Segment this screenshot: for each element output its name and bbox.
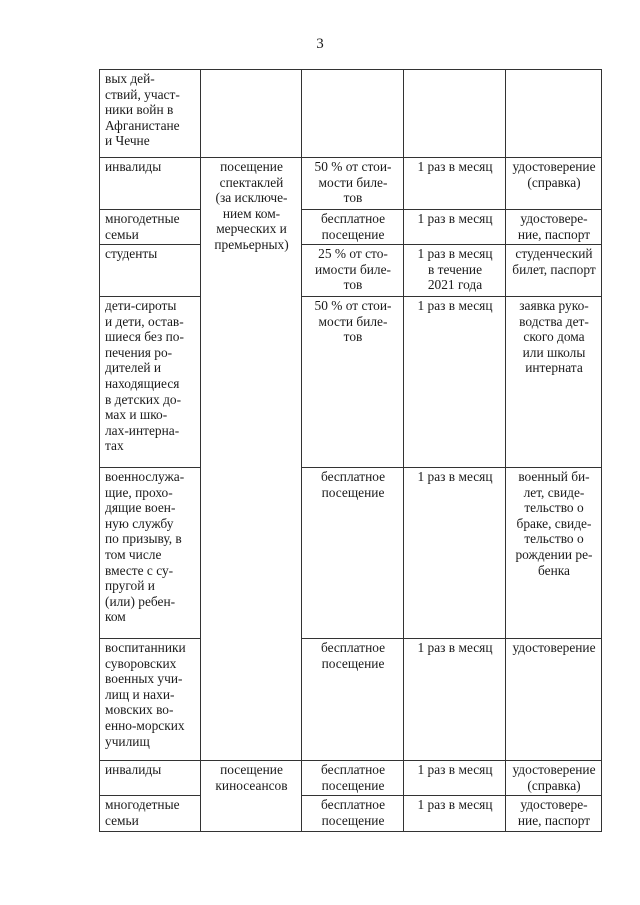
category-cell: студенты [100, 245, 201, 297]
category-cell: воспитанники суворовских военных учи- лищ и нахи- мовских во- енно-морских училищ [100, 639, 201, 761]
document-cell: удостовере- ние, паспорт [506, 210, 602, 245]
page-number: 3 [316, 36, 324, 52]
category-cell: вых дей- ствий, участ- ники войн в Афганистане и Чечне [100, 70, 201, 158]
category-cell: военнослужа- щие, прохо- дящие воен- ную службу по призыву, в том числе вместе с су- пругой и (или) ребен- ком [100, 468, 201, 639]
benefits-table [99, 69, 602, 832]
discount-cell: бесплатное посещение [302, 210, 404, 245]
service-cell: посещение спектаклей (за исключе- нием ком- мерческих и премьерных) [201, 158, 302, 761]
discount-cell [302, 70, 404, 158]
frequency-cell: 1 раз в месяц [404, 639, 506, 761]
document-cell: заявка руко- водства дет- ского дома или школы интерната [506, 297, 602, 468]
frequency-cell: 1 раз в месяц [404, 761, 506, 796]
discount-cell: 25 % от сто- имости биле- тов [302, 245, 404, 297]
discount-cell: 50 % от стои- мости биле- тов [302, 158, 404, 210]
discount-cell: 50 % от стои- мости биле- тов [302, 297, 404, 468]
table-row [100, 210, 602, 245]
table-row [100, 796, 602, 832]
table-row [100, 639, 602, 761]
document-cell: удостоверение (справка) [506, 761, 602, 796]
frequency-cell: 1 раз в месяц [404, 796, 506, 832]
document-cell: военный би- лет, свиде- тельство о браке, свиде- тельство о рождении ре- бенка [506, 468, 602, 639]
discount-cell: бесплатное посещение [302, 468, 404, 639]
service-cell [201, 70, 302, 158]
document-cell: удостоверение [506, 639, 602, 761]
category-cell: многодетные семьи [100, 796, 201, 832]
frequency-cell: 1 раз в месяц в течение 2021 года [404, 245, 506, 297]
frequency-cell: 1 раз в месяц [404, 158, 506, 210]
category-cell: многодетные семьи [100, 210, 201, 245]
table-row [100, 761, 602, 796]
table-row [100, 245, 602, 297]
discount-cell: бесплатное посещение [302, 639, 404, 761]
frequency-cell [404, 70, 506, 158]
table-row [100, 70, 602, 158]
table-row [100, 158, 602, 210]
document-cell: удостовере- ние, паспорт [506, 796, 602, 832]
frequency-cell: 1 раз в месяц [404, 297, 506, 468]
document-cell [506, 70, 602, 158]
table-row [100, 297, 602, 468]
category-cell: инвалиды [100, 158, 201, 210]
table-row [100, 468, 602, 639]
discount-cell: бесплатное посещение [302, 761, 404, 796]
document-cell: студенческий билет, паспорт [506, 245, 602, 297]
category-cell: дети-сироты и дети, остав- шиеся без по- печения ро- дителей и находящиеся в детских до- мах и шко- лах-интерна- тах [100, 297, 201, 468]
document-cell: удостоверение (справка) [506, 158, 602, 210]
discount-cell: бесплатное посещение [302, 796, 404, 832]
frequency-cell: 1 раз в месяц [404, 468, 506, 639]
service-cell: посещение киносеансов [201, 761, 302, 832]
frequency-cell: 1 раз в месяц [404, 210, 506, 245]
category-cell: инвалиды [100, 761, 201, 796]
